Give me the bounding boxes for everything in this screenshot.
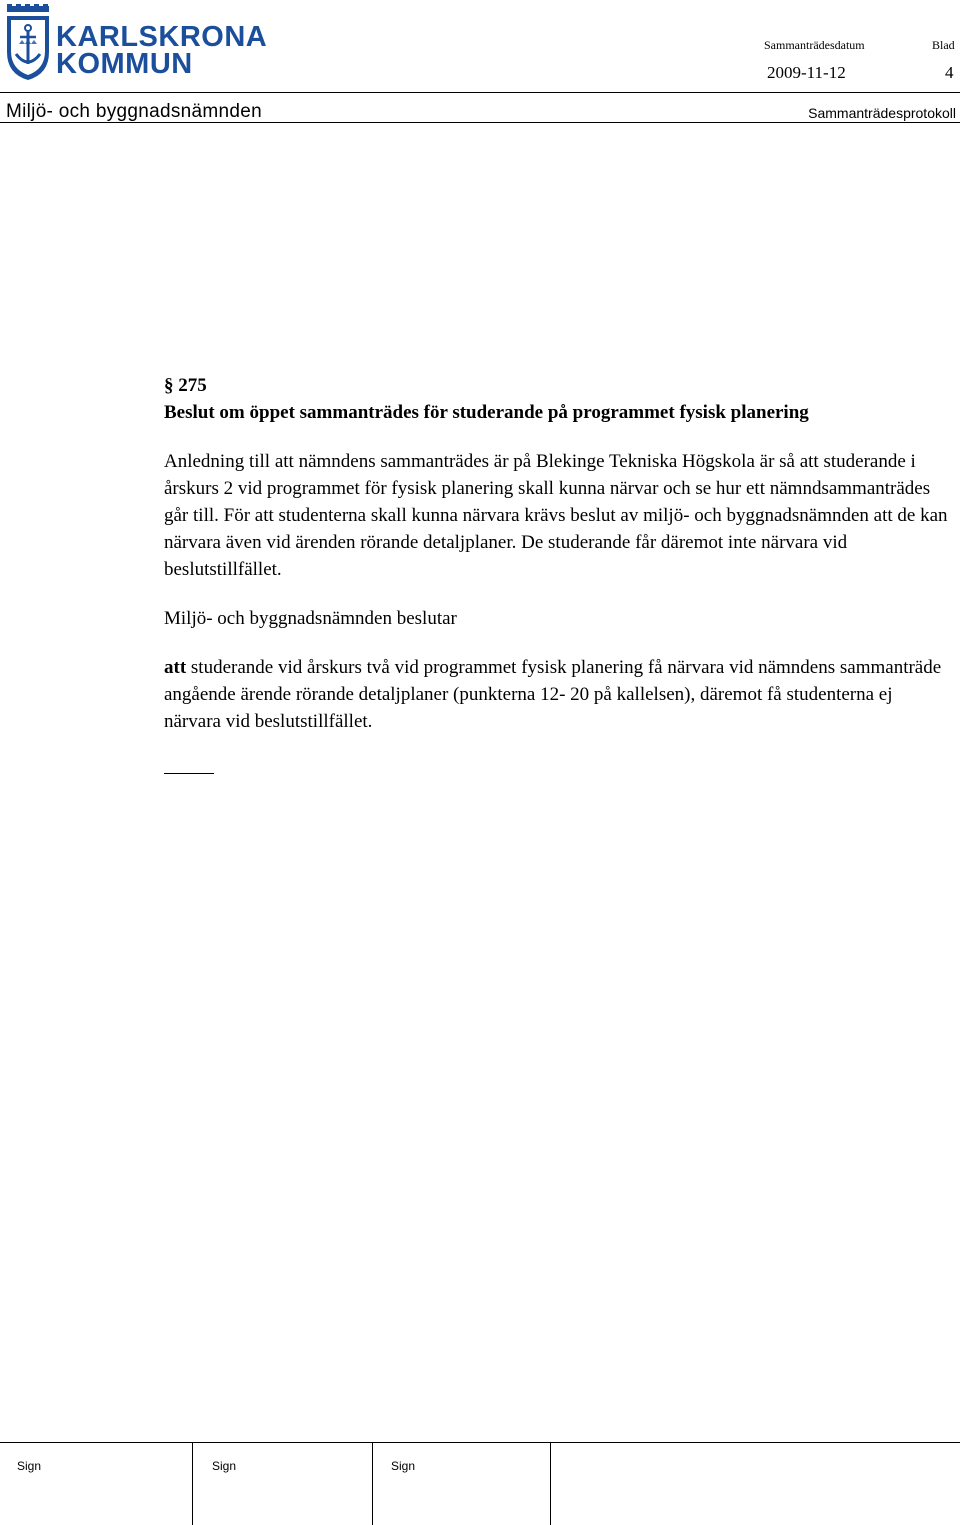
sign-label-1: Sign: [17, 1459, 42, 1473]
header-rule-bottom: [0, 122, 960, 123]
document-type: Sammanträdesprotokoll: [808, 105, 956, 121]
municipality-logo: [4, 4, 304, 82]
page-label: Blad: [932, 38, 955, 52]
page-number: 4: [945, 63, 954, 82]
sign-label-2: Sign: [212, 1459, 237, 1473]
decision-heading: Miljö- och byggnadsnämnden beslutar: [164, 608, 457, 629]
header-rule-top: [0, 92, 960, 93]
coat-of-arms-icon: [4, 4, 52, 82]
sign-label-3: Sign: [391, 1459, 416, 1473]
background-paragraph: Anledning till att nämndens sammanträdes är på Blekinge Tekniska Högskola är så att studerande i årskurs 2 vid programmet för fysisk planering skall kunna närvar och se hur ett nämndsammanträdes går till. För att studenterna skall kunna närvara krävs beslut av miljö- och byggnadsnämnden att de kan närvara även vid ärenden rörande detaljplaner. De studerande får däremot inte närvara vid beslutstillfället.: [164, 451, 948, 580]
sign-box-1: [0, 1443, 193, 1525]
section-title: Beslut om öppet sammanträdes för studerande på programmet fysisk planering: [164, 402, 809, 423]
sign-box-3: [373, 1443, 551, 1525]
logo-line-2: KOMMUN: [56, 48, 193, 80]
decision-att: att: [164, 657, 187, 678]
signature-footer: [0, 1442, 960, 1525]
protocol-section: [164, 372, 954, 774]
date-label: Sammanträdesdatum: [764, 38, 865, 52]
section-number: § 275: [164, 375, 207, 396]
committee-name: Miljö- och byggnadsnämnden: [6, 101, 263, 122]
logo-line-1: KARLSKRONA: [56, 21, 268, 53]
section-end-line: [164, 773, 214, 774]
decision-text: studerande vid årskurs två vid programmet fysisk planering få närvara vid nämndens sammanträde angående ärende rörande detaljplaner (punkterna 12- 20 på kallelsen), däremot få studenterna ej närvara vid beslutstillfället.: [164, 657, 942, 732]
municipality-name: [56, 21, 268, 80]
sign-box-2: [193, 1443, 373, 1525]
meeting-date: 2009-11-12: [767, 63, 846, 82]
decision-paragraph: [164, 654, 954, 735]
